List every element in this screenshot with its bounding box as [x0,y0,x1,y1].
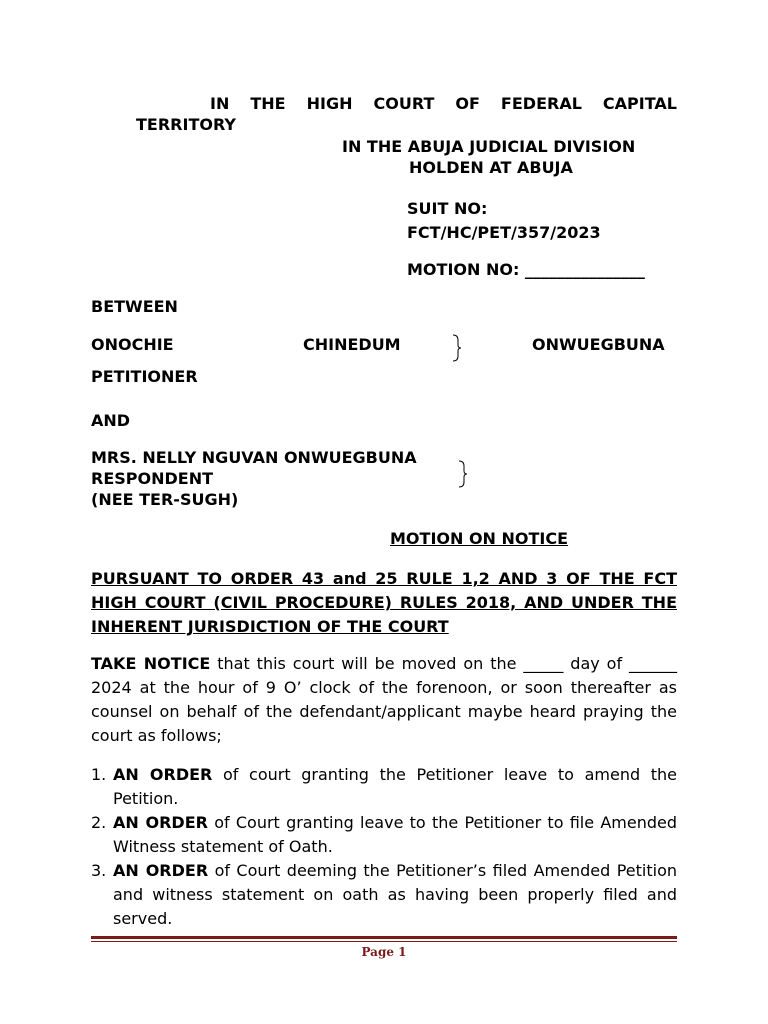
footer-divider [91,936,677,939]
court-title-word: CAPITAL [602,94,677,113]
footer-divider-thin [91,941,677,942]
suit-number: FCT/HC/PET/357/2023 [407,223,601,242]
order-number: 3. [91,861,107,880]
order-bold: AN ORDER [113,765,213,784]
orders-list [91,763,677,931]
order-bold: AN ORDER [113,813,208,832]
court-title-line1 [210,93,677,115]
petitioner-last-name: ONWUEGBUNA [532,335,665,354]
pursuant-heading: PURSUANT TO ORDER 43 and 25 RULE 1,2 AND 3 OF THE FCT HIGH COURT (CIVIL PROCEDURE) RULES 2018, AND UNDER THE INHERENT JURISDICTION OF THE COURT [91,569,677,636]
court-title-word: FEDERAL [500,94,582,113]
brace-icon [458,460,468,488]
petitioner-middle-name: CHINEDUM [303,335,401,354]
notice-text: that this court will be moved on the _____ day of ______ 2024 at the hour of 9 O’ clock of the forenoon, or soon thereafter as counsel on behalf of the defendant/applicant maybe heard praying the court as follows; [91,654,677,745]
order-number: 2. [91,813,107,832]
order-text: of court granting the Petitioner leave to amend the Petition. [113,765,678,808]
court-title-word: HIGH [306,94,353,113]
judicial-division: IN THE ABUJA JUDICIAL DIVISION [342,137,636,156]
list-item [91,859,677,931]
court-title-word: OF [455,94,480,113]
list-item [91,811,677,859]
motion-number: MOTION NO: _______________ [407,260,645,279]
holden-at: HOLDEN AT ABUJA [409,158,573,177]
respondent-role: RESPONDENT [91,469,214,488]
court-title-word: THE [250,94,286,113]
brace-icon [452,334,462,362]
respondent-name: MRS. NELLY NGUVAN ONWUEGBUNA [91,448,417,467]
suit-label: SUIT NO: [407,199,488,218]
order-number: 1. [91,765,107,784]
court-title-word: COURT [373,94,435,113]
court-title-line2: TERRITORY [136,115,236,134]
petitioner-first-name: ONOCHIE [91,335,174,354]
motion-title: MOTION ON NOTICE [390,529,569,548]
take-notice-label: TAKE NOTICE [91,654,211,673]
notice-paragraph [91,652,677,748]
respondent-nee: (NEE TER-SUGH) [91,490,239,509]
order-text: of Court deeming the Petitioner’s filed Amended Petition and witness statement on oath as having been properly filed and served. [113,861,677,928]
list-item [91,763,677,811]
and-label: AND [91,411,131,430]
court-title-word: IN [210,94,230,113]
page-number: Page 1 [361,945,407,959]
petitioner-role: PETITIONER [91,367,198,386]
between-label: BETWEEN [91,297,178,316]
order-text: of Court granting leave to the Petitioner to file Amended Witness statement of Oath. [113,813,678,856]
order-bold: AN ORDER [113,861,209,880]
